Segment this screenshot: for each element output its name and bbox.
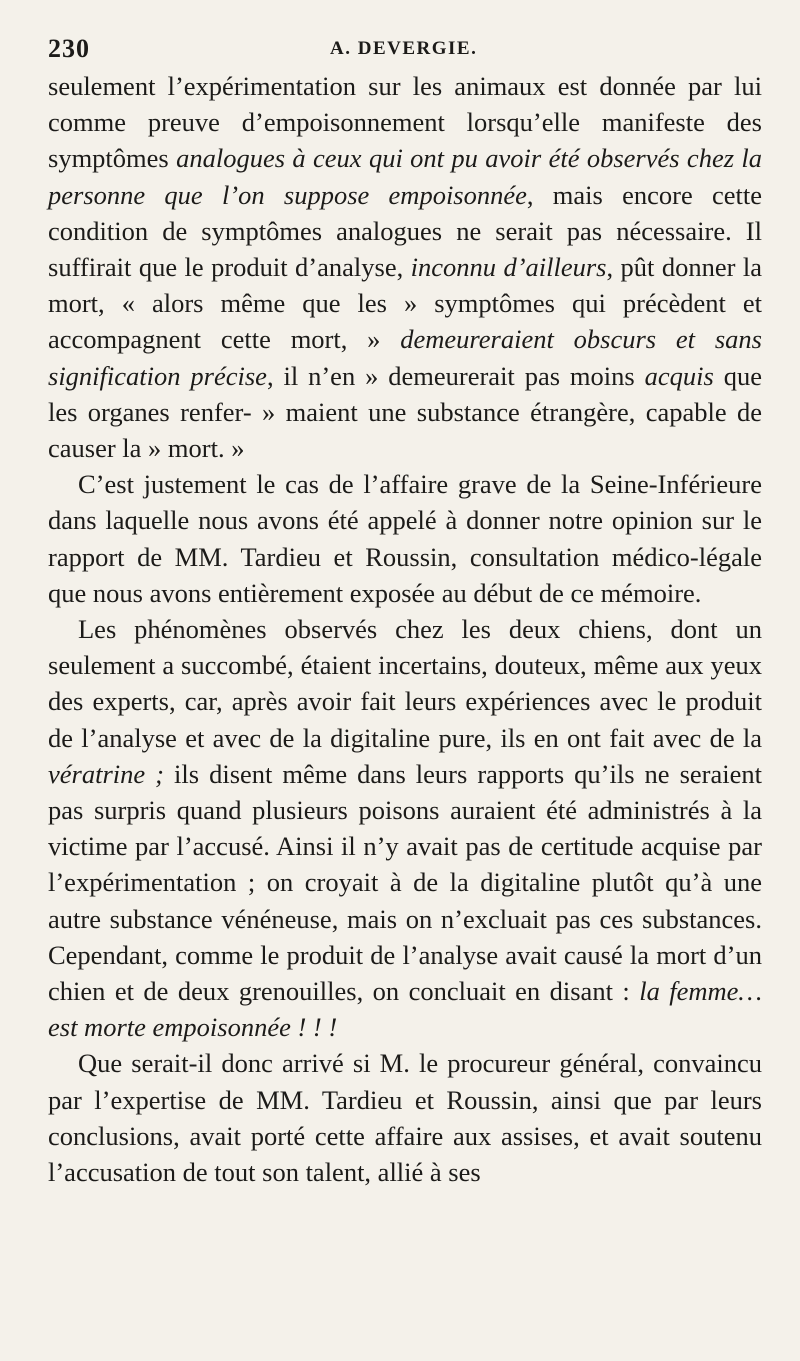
text-segment: que les organes renfer- » maient une substance étrangère, capable de causer la » mort. »: [48, 360, 762, 464]
text-segment: Que serait-il donc arrivé si M. le procureur général, convaincu par l’expertise de MM. Tardieu et Roussin, ainsi que par leurs conclusions, avait porté cette affaire aux assises, et avait soutenu l’accusation de tout son talent, allié à ses: [48, 1048, 762, 1188]
paragraph-2: [48, 466, 762, 611]
italic-segment: demeureraient obscurs et sans signification précise: [48, 324, 762, 391]
page-number: 230: [48, 34, 90, 63]
text-segment: , il n’en » demeurerait pas moins: [266, 360, 645, 391]
italic-segment: la femme… est morte empoisonnée ! ! !: [48, 976, 762, 1043]
text-segment: , pût donner la mort, « alors même que les » symptômes qui précèdent et accompagnent cette mort, »: [48, 252, 762, 355]
italic-segment: inconnu d’ailleurs: [410, 252, 607, 283]
italic-segment: vératrine ;: [48, 758, 164, 789]
italic-segment: acquis: [644, 360, 714, 391]
page-header: [48, 26, 762, 68]
body-text: [48, 68, 762, 1190]
paragraph-3: [48, 611, 762, 1045]
text-segment: Les phénomènes observés chez les deux chiens, dont un seulement a succombé, étaient incertains, douteux, même aux yeux des experts, car, après avoir fait leurs expériences avec le produit de l’analyse et avec de la digitaline pure, ils en ont fait avec de la: [48, 614, 762, 753]
italic-segment: analogues à ceux qui ont pu avoir été observés chez la personne que l’on suppose empoisonnée: [48, 143, 762, 210]
running-head: A. DEVERGIE.: [330, 38, 478, 59]
text-segment: C’est justement le cas de l’affaire grave de la Seine-Inférieure dans laquelle nous avons été appelé à donner notre opinion sur le rapport de MM. Tardieu et Roussin, consultation médico-légale que nous avons entièrement exposée au début de ce mémoire.: [48, 469, 762, 608]
paragraph-4: [48, 1045, 762, 1190]
text-segment: ils disent même dans leurs rapports qu’ils ne seraient pas surpris quand plusieurs poisons auraient été administrés à la victime par l’accusé. Ainsi il n’y avait pas de certitude acquise par l’expérimentation ; on croyait à de la digitaline plutôt qu’à une autre substance vénéneuse, mais on n’excluait pas ces substances. Cependant, comme le produit de l’analyse avait causé la mort d’un chien et de deux grenouilles, on concluait en disant :: [48, 758, 762, 1007]
paragraph-1: [48, 68, 762, 466]
text-segment: , mais encore cette condition de symptômes analogues ne serait pas nécessaire. Il suffirait que le produit d’analyse,: [48, 179, 762, 283]
text-segment: seulement l’expérimentation sur les animaux est donnée par lui comme preuve d’empoisonnement lorsqu’elle manifeste des symptômes: [48, 71, 762, 174]
